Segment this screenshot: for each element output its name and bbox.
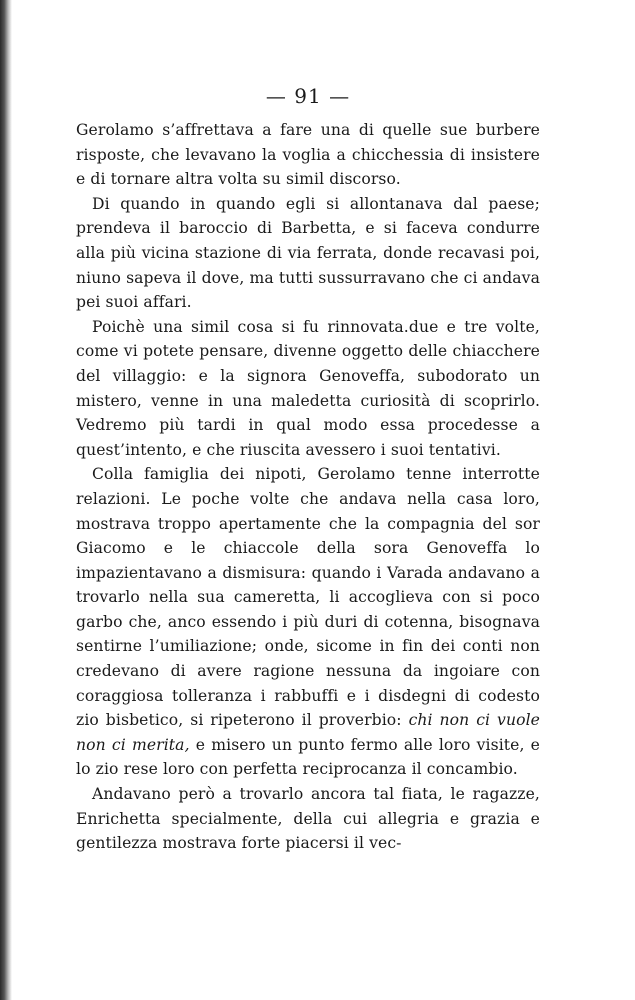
paragraph-5-text: Andavano però a trovarlo ancora tal fiata, le ragazze, Enrichetta specialmente, della cui allegria e grazia e gentilezza mostrava forte piacersi il vec- <box>76 785 540 853</box>
paragraph-5 <box>76 782 540 856</box>
paragraph-2 <box>76 192 540 315</box>
proverb-italic: chi non ci vuole non ci merita, <box>76 711 540 754</box>
book-spine-shadow <box>0 0 12 1000</box>
book-page <box>76 84 540 856</box>
paragraph-3 <box>76 315 540 463</box>
paragraph-4-text-b: e misero un punto fermo alle loro visite, e lo zio rese loro con perfetta reciprocanza il concambio. <box>76 735 540 779</box>
paragraph-4 <box>76 462 540 782</box>
paragraph-1 <box>76 118 540 192</box>
body-text <box>76 118 540 856</box>
paragraph-1-text: Gerolamo s’affrettava a fare una di quelle sue burbere risposte, che levavano la voglia a chicchessia di insistere e di tornare altra volta su simil discorso. <box>76 121 540 189</box>
page-number: — 91 — <box>265 84 351 108</box>
paragraph-3-text: Poichè una simil cosa si fu rinnovata.due e tre volte, come vi potete pensare, divenne oggetto delle chiacchere del villaggio: e la signora Genoveffa, subodorato un mistero, venne in una maledetta curiosità di scoprirlo. Vedremo più tardi in qual modo essa procedesse a quest’intento, e che riuscita avessero i suoi tentativi. <box>76 317 540 459</box>
paragraph-2-text: Di quando in quando egli si allontanava dal paese; prendeva il baroccio di Barbetta, e si faceva condurre alla più vicina stazione di via ferrata, donde recavasi poi, niuno sapeva il dove, ma tutti sussurravano che ci andava pei suoi affari. <box>76 194 540 312</box>
paragraph-4-text-a: Colla famiglia dei nipoti, Gerolamo tenne interrotte relazioni. Le poche volte che andava nella casa loro, mostrava troppo apertamente che la compagnia del sor Giacomo e le chiaccole della sora Genoveffa lo impazientavano a dismisura: quando i Varada andavano a trovarlo nella sua cameretta, li accoglieva con si poco garbo che, anco essendo i più duri di cotenna, bisognava sentirne l’umiliazione; onde, sicome in fin dei conti non credevano di avere ragione nessuna da ingoiare con coraggiosa tolleranza i rabbuffi e i disdegni di codesto zio bisbetico, si ripeterono il proverbio: <box>76 465 540 730</box>
